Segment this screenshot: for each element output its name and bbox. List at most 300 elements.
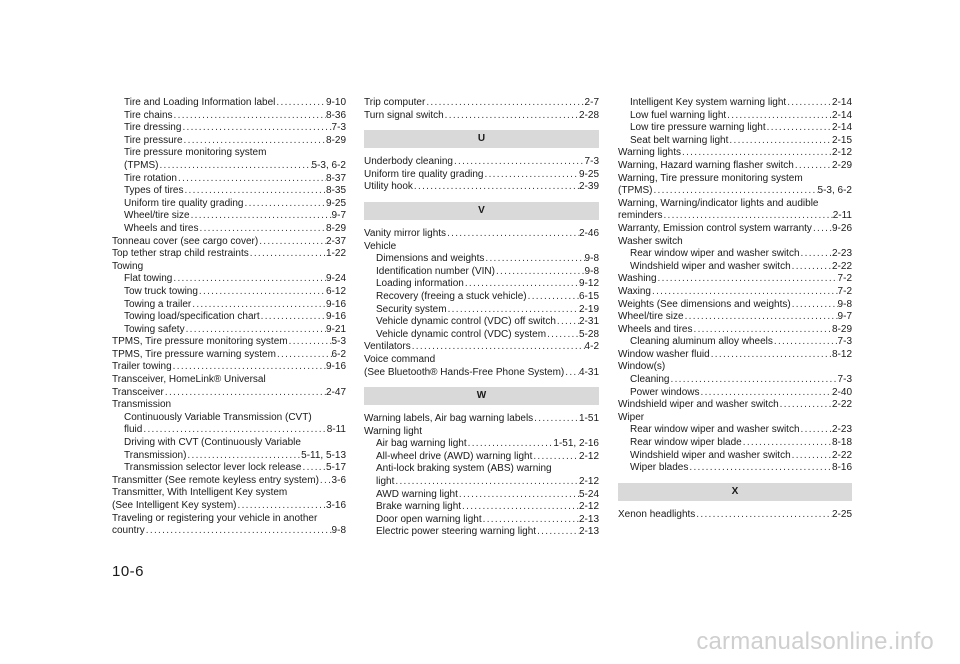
index-page-ref: 2-19 <box>578 303 599 315</box>
dot-leader <box>164 387 326 400</box>
index-entry-text: Windshield wiper and washer switch <box>630 260 791 272</box>
index-entry-text: Window(s) <box>618 361 666 373</box>
index-entry-text: Low fuel warning light <box>630 109 727 121</box>
index-column-3 <box>618 97 852 521</box>
index-entry-text: Xenon headlights <box>618 508 696 520</box>
index-entry-text: Flat towing <box>124 273 173 285</box>
index-entry-line <box>618 110 852 123</box>
dot-leader <box>695 509 832 522</box>
index-entry-line <box>618 437 852 450</box>
index-entry <box>112 122 346 135</box>
index-entry-line <box>618 185 852 198</box>
index-entry <box>112 374 346 399</box>
dot-leader <box>447 304 579 317</box>
dot-leader <box>564 367 579 380</box>
index-entry-text: Uniform tire quality grading <box>364 168 484 180</box>
dot-leader <box>791 450 832 463</box>
index-entry <box>618 387 852 400</box>
dot-leader <box>172 273 326 286</box>
dot-leader <box>669 374 837 387</box>
index-entry-text: Identification number (VIN) <box>376 265 495 277</box>
dot-leader <box>536 526 579 539</box>
index-entry-text: Warning lights <box>618 147 681 159</box>
index-entry-line <box>112 97 346 110</box>
index-entry <box>364 354 599 379</box>
index-page-ref: 5-17 <box>325 462 346 474</box>
dot-leader <box>249 248 326 261</box>
dot-leader <box>779 399 832 412</box>
index-entry <box>112 223 346 236</box>
index-page-ref: 9-7 <box>331 210 346 222</box>
index-entry-line <box>364 501 599 514</box>
index-entry-line <box>364 97 599 110</box>
index-entry <box>364 97 599 110</box>
index-entry-text: Tire rotation <box>124 172 177 184</box>
dot-leader <box>766 122 832 135</box>
index-entry-line <box>112 387 346 400</box>
index-entry-text: Ventilators <box>364 341 411 353</box>
index-entry-line <box>112 324 346 337</box>
index-entry <box>112 513 346 538</box>
index-entry <box>364 329 599 342</box>
index-entry-line <box>618 349 852 362</box>
index-page-ref: 9-8 <box>584 253 599 265</box>
index-entry-line <box>364 476 599 489</box>
dot-leader <box>688 462 832 475</box>
dot-leader <box>791 299 838 312</box>
index-entry-line <box>618 273 852 286</box>
index-entry <box>618 173 852 198</box>
index-entry-text: Tow truck towing <box>124 285 198 297</box>
index-entry <box>618 286 852 299</box>
index-entry-text: Brake warning light <box>376 501 462 513</box>
index-entry-line <box>112 525 346 538</box>
index-entry-text: Vanity mirror lights <box>364 227 447 239</box>
index-entry <box>364 426 599 439</box>
index-entry-line <box>364 367 599 380</box>
index-entry <box>618 135 852 148</box>
dot-leader <box>726 110 832 123</box>
index-page-ref: 7-3 <box>331 122 346 134</box>
index-entry <box>364 278 599 291</box>
index-page-ref: 8-18 <box>831 437 852 449</box>
index-page-ref: 6-2 <box>331 348 346 360</box>
index-page-ref: 2-12 <box>578 450 599 462</box>
index-entry <box>112 399 346 412</box>
dot-leader <box>411 341 585 354</box>
index-entry-text: Rear window wiper and washer switch <box>630 424 800 436</box>
index-entry <box>112 475 346 488</box>
index-entry-line <box>618 387 852 400</box>
index-page-ref: 5-3 <box>331 336 346 348</box>
index-column-1 <box>112 97 346 538</box>
index-entry-line <box>112 236 346 249</box>
index-entry-line <box>112 185 346 198</box>
index-entry <box>112 97 346 110</box>
index-entry-text: Wiper <box>618 411 645 423</box>
dot-leader <box>458 489 579 502</box>
index-page-ref: 5-3, 6-2 <box>311 159 346 171</box>
index-entry-text: Traveling or registering your vehicle in another <box>112 512 318 524</box>
index-entry-line <box>618 450 852 463</box>
index-entry <box>364 341 599 354</box>
index-entry <box>618 424 852 437</box>
index-entry-text: Vehicle <box>364 240 397 252</box>
dot-leader <box>461 501 579 514</box>
dot-leader <box>773 336 838 349</box>
index-entry <box>112 135 346 148</box>
dot-leader <box>173 110 326 123</box>
index-page-ref: 2-23 <box>831 424 852 436</box>
index-entry <box>112 349 346 362</box>
index-page-ref: 2-15 <box>831 134 852 146</box>
dot-leader <box>657 273 838 286</box>
dot-leader <box>681 147 832 160</box>
index-entry-line <box>364 181 599 194</box>
index-page-ref: 2-22 <box>831 260 852 272</box>
index-entry-text: Cleaning aluminum alloy wheels <box>630 336 773 348</box>
dot-leader <box>191 299 326 312</box>
index-entry <box>112 198 346 211</box>
index-entry-line <box>112 173 346 186</box>
dot-leader <box>186 450 301 463</box>
index-page-ref: 5-3, 6-2 <box>817 185 852 197</box>
index-entry <box>112 185 346 198</box>
index-entry-text: Rear window wiper and washer switch <box>630 248 800 260</box>
index-entry-line <box>112 361 346 374</box>
index-entry <box>112 311 346 324</box>
dot-leader <box>527 291 579 304</box>
index-entry-line <box>112 210 346 223</box>
index-entry-text: Weights (See dimensions and weights) <box>618 298 791 310</box>
dot-leader <box>742 437 832 450</box>
index-entry-text: Towing a trailer <box>124 298 192 310</box>
dot-leader <box>413 181 579 194</box>
index-entry-line <box>618 210 852 223</box>
index-page-ref: 9-7 <box>837 311 852 323</box>
index-entry-text: Underbody cleaning <box>364 156 453 168</box>
index-page-ref: 2-12 <box>831 147 852 159</box>
index-entry-line <box>112 286 346 299</box>
dot-leader <box>652 185 817 198</box>
watermark: carmanualsonline.info <box>696 628 934 655</box>
index-entry-text: Continuously Variable Transmission (CVT) <box>124 411 312 423</box>
index-entry <box>364 438 599 451</box>
index-entry-text: Wiper blades <box>630 462 689 474</box>
dot-leader <box>444 110 579 123</box>
index-page-ref: 3-6 <box>331 474 346 486</box>
index-entry-text: Anti-lock braking system (ABS) warning <box>376 463 552 475</box>
index-entry-text: Turn signal switch <box>364 109 444 121</box>
index-entry <box>618 374 852 387</box>
index-page-ref: 8-11 <box>326 424 346 436</box>
index-page-ref: 8-29 <box>831 323 852 335</box>
index-entry <box>618 299 852 312</box>
index-entry-text: Cleaning <box>630 374 670 386</box>
index-entry <box>618 236 852 249</box>
index-page-ref: 9-25 <box>578 168 599 180</box>
index-entry <box>618 147 852 160</box>
index-entry-text: Windshield wiper and washer switch <box>630 449 791 461</box>
index-page-ref: 6-15 <box>578 290 599 302</box>
index-entry-line <box>112 424 346 437</box>
dot-leader <box>446 228 579 241</box>
index-page-ref: 2-47 <box>325 386 346 398</box>
index-entry-text: Voice command <box>364 353 436 365</box>
index-entry-line <box>618 122 852 135</box>
dot-leader <box>794 160 832 173</box>
index-entry-text: (See Bluetooth® Hands-Free Phone System) <box>364 366 565 378</box>
index-entry-text: Transmitter, With Intelligent Key system <box>112 487 288 499</box>
index-entry-text: Trailer towing <box>112 361 172 373</box>
index-entry-line <box>618 336 852 349</box>
index-page-ref: 2-28 <box>578 109 599 121</box>
dot-leader <box>692 324 832 337</box>
dot-leader <box>651 286 838 299</box>
index-entry-line <box>364 329 599 342</box>
index-entry-line <box>618 160 852 173</box>
index-page-ref: 9-24 <box>325 273 346 285</box>
index-entry-text: Wheels and tires <box>124 222 199 234</box>
dot-leader <box>812 223 832 236</box>
index-entry-line <box>112 160 346 173</box>
dot-leader <box>786 97 832 110</box>
index-entry-text: Transceiver, HomeLink® Universal <box>112 374 266 386</box>
index-entry-line <box>112 450 346 463</box>
index-entry-text: Tire and Loading Information label <box>124 97 276 108</box>
index-page-ref: 7-2 <box>837 285 852 297</box>
index-entry <box>112 324 346 337</box>
index-entry <box>618 450 852 463</box>
page-number: 10-6 <box>112 563 145 580</box>
index-entry-text: Washing <box>618 273 657 285</box>
index-entry-line <box>364 291 599 304</box>
index-page-ref: 2-7 <box>584 97 599 108</box>
index-page-ref: 9-25 <box>325 197 346 209</box>
index-entry <box>112 487 346 512</box>
index-entry-text: Electric power steering warning light <box>376 526 537 538</box>
index-entry-text: light <box>376 476 395 488</box>
index-entry <box>364 463 599 488</box>
dot-leader <box>183 185 326 198</box>
index-entry-text: Transmitter (See remote keyless entry system) <box>112 474 319 486</box>
index-page-ref: 2-46 <box>578 227 599 239</box>
index-entry-line <box>112 135 346 148</box>
index-entry-line <box>618 509 852 522</box>
index-entry-line <box>364 304 599 317</box>
index-letter-heading: U <box>364 130 599 148</box>
dot-leader <box>258 236 326 249</box>
index-page-ref: 2-39 <box>578 181 599 193</box>
index-entry <box>618 412 852 425</box>
dot-leader <box>183 135 326 148</box>
index-page-ref: 8-29 <box>325 134 346 146</box>
index-entry-text: AWD warning light <box>376 488 458 500</box>
index-page-ref: 8-16 <box>831 462 852 474</box>
index-entry-text: Tire pressure monitoring system <box>124 147 267 159</box>
index-page-ref: 5-24 <box>578 488 599 500</box>
index-entry-text: Tire chains <box>124 109 173 121</box>
index-entry-text: Towing load/specification chart <box>124 311 260 323</box>
index-page-ref: 2-14 <box>831 97 852 108</box>
index-entry-text: Rear window wiper blade <box>630 437 742 449</box>
dot-leader <box>301 462 326 475</box>
index-entry-text: Uniform tire quality grading <box>124 197 244 209</box>
index-entry-text: Window washer fluid <box>618 348 710 360</box>
index-entry-text: All-wheel drive (AWD) warning light <box>376 450 533 462</box>
index-entry <box>112 361 346 374</box>
dot-leader <box>198 223 326 236</box>
index-page-ref: 2-13 <box>578 526 599 538</box>
index-entry-text: Warning labels, Air bag warning labels <box>364 413 534 425</box>
index-letter-heading: W <box>364 387 599 405</box>
index-entry <box>112 261 346 274</box>
index-page-ref: 2-12 <box>578 476 599 488</box>
index-entry-line <box>618 399 852 412</box>
index-entry-line <box>112 475 346 488</box>
dot-leader <box>237 500 326 513</box>
index-entry-text: Recovery (freeing a stuck vehicle) <box>376 290 527 302</box>
index-entry <box>618 110 852 123</box>
dot-leader <box>800 424 832 437</box>
index-entry <box>618 349 852 362</box>
index-entry <box>364 316 599 329</box>
index-page-ref: 2-29 <box>831 159 852 171</box>
index-entry-line <box>364 413 599 426</box>
dot-leader <box>394 476 579 489</box>
index-page-ref: 2-11 <box>832 210 852 222</box>
dot-leader <box>181 122 331 135</box>
index-entry <box>364 169 599 182</box>
index-entry <box>364 266 599 279</box>
index-entry <box>364 304 599 317</box>
index-entry-line <box>112 248 346 261</box>
dot-leader <box>728 135 832 148</box>
dot-leader <box>699 387 832 400</box>
index-entry-line <box>112 299 346 312</box>
index-entry-line <box>364 489 599 502</box>
index-entry <box>618 462 852 475</box>
index-entry <box>618 324 852 337</box>
index-entry-text: TPMS, Tire pressure warning system <box>112 348 276 360</box>
index-entry-line <box>618 324 852 337</box>
index-entry <box>364 489 599 502</box>
index-page-ref: 4-31 <box>578 366 599 378</box>
index-entry <box>618 311 852 324</box>
index-entry-text: Door open warning light <box>376 513 482 525</box>
index-entry-text: Loading information <box>376 278 464 290</box>
index-entry-text: Wheel/tire size <box>124 210 190 222</box>
index-entry <box>618 261 852 274</box>
index-page-ref: 2-22 <box>831 399 852 411</box>
index-entry-line <box>364 266 599 279</box>
dot-leader <box>185 324 326 337</box>
index-entry-line <box>364 253 599 266</box>
index-entry <box>364 253 599 266</box>
index-entry <box>364 451 599 464</box>
dot-leader <box>495 266 585 279</box>
index-entry-line <box>364 316 599 329</box>
index-entry-text: TPMS, Tire pressure monitoring system <box>112 336 288 348</box>
index-entry-text: Transmission) <box>124 449 187 461</box>
index-entry-text: Driving with CVT (Continuously Variable <box>124 437 301 449</box>
index-entry-line <box>364 526 599 539</box>
index-entry <box>618 437 852 450</box>
index-entry-line <box>112 223 346 236</box>
index-page-ref: 7-2 <box>837 273 852 285</box>
index-page-ref: 2-31 <box>578 316 599 328</box>
index-page-ref: 8-36 <box>325 109 346 121</box>
dot-leader <box>425 97 584 110</box>
index-page-ref: 2-37 <box>325 235 346 247</box>
dot-leader <box>244 198 326 211</box>
index-entry-text: Vehicle dynamic control (VDC) system <box>376 328 547 340</box>
index-entry-text: Wheel/tire size <box>618 311 684 323</box>
index-entry-line <box>112 462 346 475</box>
index-entry <box>618 160 852 173</box>
index-entry-text: Waxing <box>618 285 651 297</box>
index-entry-text: Types of tires <box>124 185 184 197</box>
index-entry-text: (See Intelligent Key system) <box>112 500 237 511</box>
dot-leader <box>198 286 326 299</box>
index-entry <box>618 336 852 349</box>
index-entry <box>364 228 599 241</box>
index-entry-text: Transceiver <box>112 386 164 398</box>
index-entry-text: Transmission <box>112 399 172 411</box>
index-page-ref: 7-3 <box>584 156 599 168</box>
index-entry-line <box>618 147 852 160</box>
dot-leader <box>142 424 326 437</box>
index-entry-text: country <box>112 525 145 537</box>
dot-leader <box>453 156 585 169</box>
index-page-ref: 2-14 <box>831 109 852 121</box>
index-entry-text: Vehicle dynamic control (VDC) off switch <box>376 316 556 328</box>
index-entry-text: Windshield wiper and washer switch <box>618 399 779 411</box>
index-page-ref: 6-12 <box>325 285 346 297</box>
index-entry-line <box>618 311 852 324</box>
index-entry-text: reminders <box>618 210 663 222</box>
index-entry <box>112 273 346 286</box>
index-entry-text: (TPMS) <box>124 159 159 171</box>
index-entry-text: Air bag warning light <box>376 438 467 450</box>
index-entry-text: Tire pressure <box>124 134 183 146</box>
index-page-ref: 2-14 <box>831 122 852 134</box>
index-entry-text: Tire dressing <box>124 122 182 134</box>
index-page-ref: 7-3 <box>837 374 852 386</box>
index-entry-line <box>364 451 599 464</box>
index-entry-line <box>112 349 346 362</box>
index-column-2 <box>364 97 599 539</box>
dot-leader <box>484 169 579 182</box>
index-entry-text: Low tire pressure warning light <box>630 122 766 134</box>
index-entry-line <box>618 261 852 274</box>
index-entry-text: Tonneau cover (see cargo cover) <box>112 235 259 247</box>
index-entry <box>112 236 346 249</box>
index-page-ref: 9-8 <box>584 265 599 277</box>
index-entry-text: Trip computer <box>364 97 426 108</box>
index-page-ref: 9-12 <box>578 278 599 290</box>
index-page-ref: 4-2 <box>584 341 599 353</box>
index-entry-line <box>618 374 852 387</box>
index-entry-text: Warning, Tire pressure monitoring system <box>618 172 803 184</box>
index-entry-line <box>364 278 599 291</box>
index-entry-text: (TPMS) <box>618 185 653 197</box>
index-entry <box>618 273 852 286</box>
index-entry <box>618 399 852 412</box>
index-entry-line <box>364 156 599 169</box>
index-letter-heading: X <box>618 483 852 501</box>
index-entry <box>618 509 852 522</box>
